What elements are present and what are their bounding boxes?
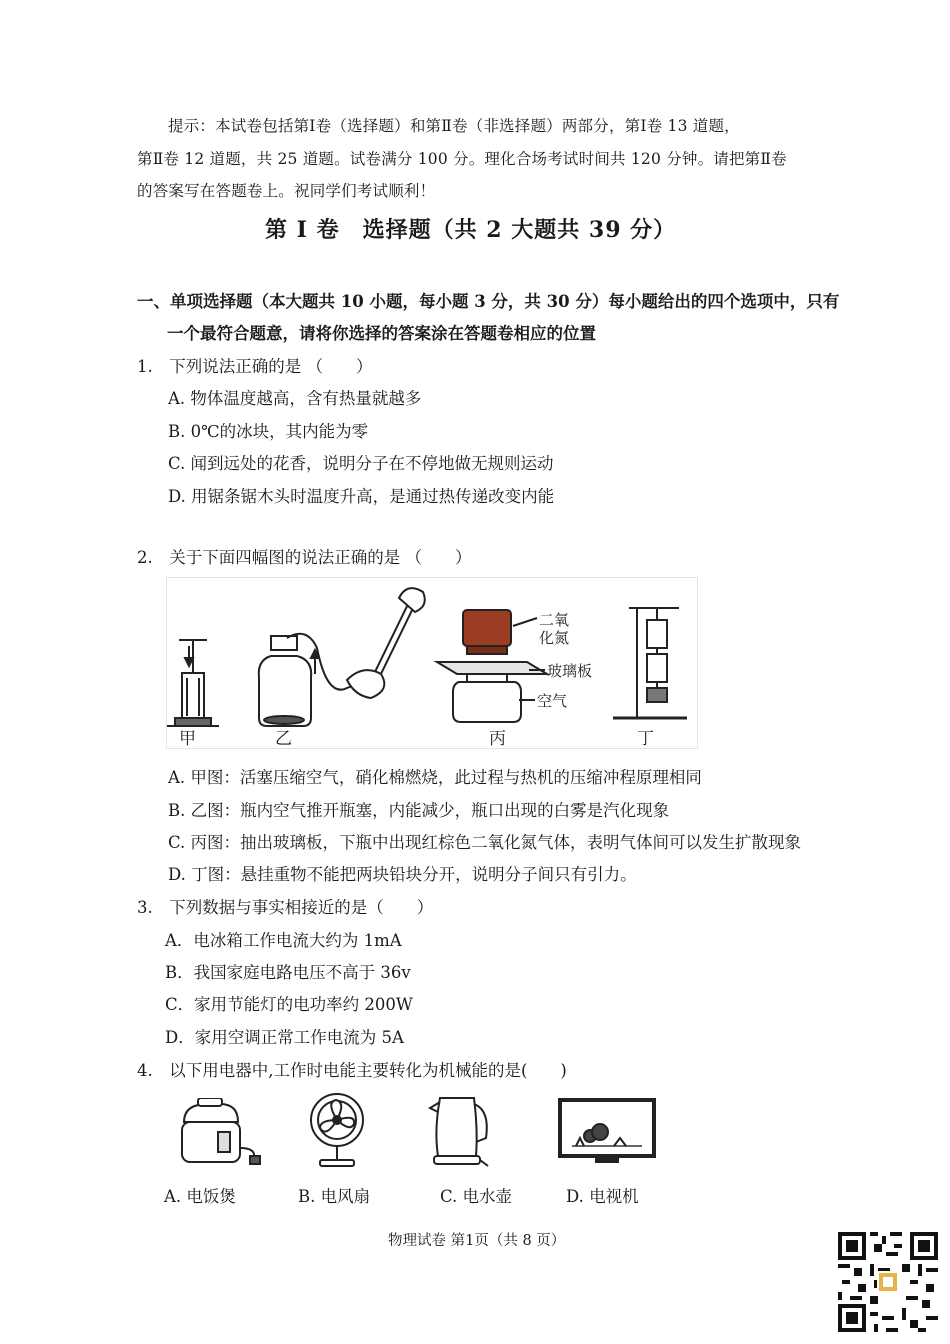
q4-option-c: C. 电水壶 xyxy=(440,1187,513,1206)
q4-option-b: B. 电风扇 xyxy=(298,1187,371,1206)
intro-line-1: 提示：本试卷包括第Ⅰ卷（选择题）和第Ⅱ卷（非选择题）两部分，第Ⅰ卷 13 道题， xyxy=(168,117,740,135)
q3-option-b: B．我国家庭电路电压不高于 36v xyxy=(165,963,411,982)
q1-option-c: C. 闻到远处的花香，说明分子在不停地做无规则运动 xyxy=(168,454,554,473)
electric-kettle-image xyxy=(426,1090,492,1170)
figure-ding-stand-weights xyxy=(613,608,687,718)
intro-line-3: 的答案写在答题卷上。祝同学们考试顺利！ xyxy=(137,182,436,200)
q3-option-a: A．电冰箱工作电流大约为 1mA xyxy=(165,931,402,950)
electric-fan-image xyxy=(306,1090,368,1170)
figure-jia-syringe xyxy=(167,640,219,726)
annotation-air: 空气 xyxy=(537,692,568,710)
figure-bing-bottles xyxy=(437,610,547,722)
section1-line-2: 一个最符合题意，请将你选择的答案涂在答题卷相应的位置 xyxy=(167,324,596,343)
section-title: 第 Ⅰ 卷 选择题（共 2 大题共 39 分） xyxy=(265,217,677,243)
q4-stem: 4. 以下用电器中,工作时电能主要转化为机械能的是( ) xyxy=(137,1061,567,1080)
q2-option-d: D. 丁图：悬挂重物不能把两块铅块分开，说明分子间只有引力。 xyxy=(168,865,637,884)
qr-code-image[interactable] xyxy=(838,1232,938,1332)
page-footer: 物理试卷 第1页（共 8 页） xyxy=(388,1233,566,1249)
q3-stem: 3. 下列数据与事实相接近的是（ ） xyxy=(137,898,434,917)
q4-option-d: D. 电视机 xyxy=(566,1187,639,1206)
figure-yi-bottle-pump xyxy=(259,588,425,726)
annotation-no2-line1: 二氧 xyxy=(539,611,570,629)
q2-option-b: B. 乙图：瓶内空气推开瓶塞，内能减少，瓶口出现的白雾是汽化现象 xyxy=(168,801,670,820)
figure-label-bing: 丙 xyxy=(489,729,506,748)
q1-option-a: A. 物体温度越高，含有热量就越多 xyxy=(168,389,422,408)
q2-option-a: A. 甲图：活塞压缩空气，硝化棉燃烧，此过程与热机的压缩冲程原理相同 xyxy=(168,768,702,787)
q1-option-d: D. 用锯条锯木头时温度升高，是通过热传递改变内能 xyxy=(168,487,555,506)
q2-figure xyxy=(166,577,698,749)
figure-label-jia: 甲 xyxy=(179,729,196,748)
television-image xyxy=(558,1098,656,1166)
q1-stem: 1. 下列说法正确的是 （ ） xyxy=(137,357,373,376)
rice-cooker-image xyxy=(178,1098,264,1170)
figure-label-ding: 丁 xyxy=(637,729,654,748)
q1-option-b: B. 0℃的冰块，其内能为零 xyxy=(168,422,369,441)
q2-figure-drawing xyxy=(167,578,697,748)
q2-stem: 2. 关于下面四幅图的说法正确的是 （ ） xyxy=(137,548,472,567)
q2-option-c: C. 丙图：抽出玻璃板，下瓶中出现红棕色二氧化氮气体，表明气体间可以发生扩散现象 xyxy=(168,833,802,852)
q3-option-c: C．家用节能灯的电功率约 200W xyxy=(165,995,413,1014)
section1-line-1: 一、单项选择题（本大题共 10 小题，每小题 3 分，共 30 分）每小题给出的四个选项中，只有 xyxy=(137,292,840,311)
figure-label-yi: 乙 xyxy=(275,729,292,748)
annotation-no2-line2: 化氮 xyxy=(539,629,570,647)
annotation-glass-plate: 玻璃板 xyxy=(547,662,593,680)
q4-option-a: A. 电饭煲 xyxy=(164,1187,236,1206)
q3-option-d: D．家用空调正常工作电流为 5A xyxy=(165,1028,404,1047)
intro-line-2: 第Ⅱ卷 12 道题，共 25 道题。试卷满分 100 分。理化合场考试时间共 120 分钟。请把第Ⅱ卷 xyxy=(137,150,787,168)
